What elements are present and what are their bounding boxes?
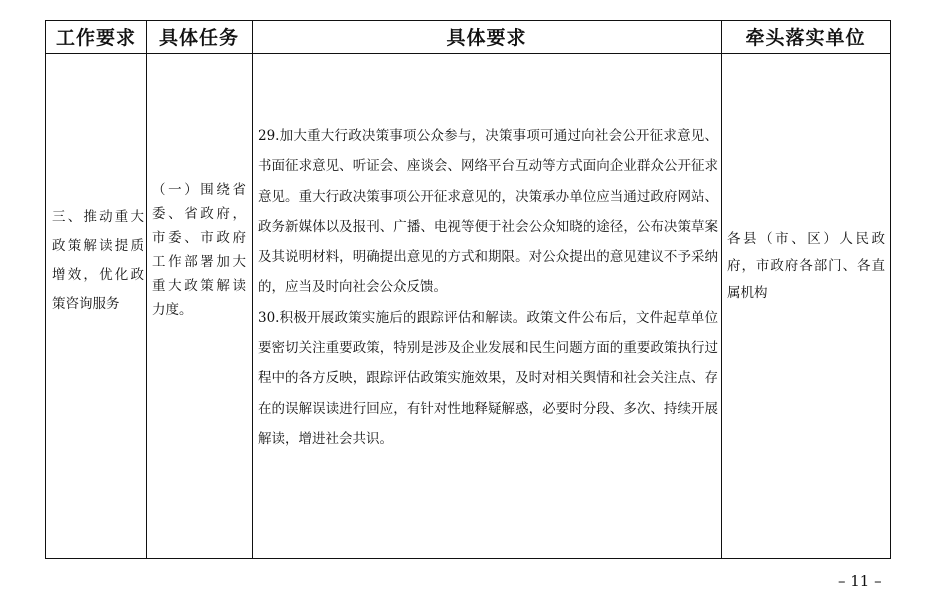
page-number: – 11 – (838, 572, 882, 590)
column-divider (146, 21, 147, 558)
requirement-item-30: 30.积极开展政策实施后的跟踪评估和解读。政策文件公布后，文件起草单位要密切关注重要政策，特别是涉及企业发展和民生问题方面的重要政策执行过程中的各方反映，跟踪评估政策实施效果，及时对相关舆情和社会关注点、存在的误解误读进行回应，有针对性地释疑解惑，必要时分段、多次、持续开展解读，增进社会共识。 (258, 309, 718, 447)
cell-specific-requirements (258, 121, 718, 454)
table-header-row (46, 21, 890, 54)
header-work-requirement: 工作要求 (55, 27, 136, 49)
column-divider (252, 21, 253, 558)
cell-specific-task: （一）围绕省委、省政府，市委、市政府工作部署加大重大政策解读力度。 (152, 182, 246, 318)
header-specific-requirements: 具体要求 (446, 27, 527, 49)
cell-work-requirement: 三、推动重大政策解读提质增效，优化政策咨询服务 (52, 209, 144, 312)
header-specific-task: 具体任务 (158, 27, 239, 49)
requirement-item-29: 29.加大重大行政决策事项公众参与，决策事项可通过向社会公开征求意见、书面征求意见、听证会、座谈会、网络平台互动等方式面向企业群众公开征求意见。重大行政决策事项公开征求意见的，决策承办单位应当通过政府网站、政务新媒体以及报刊、广播、电视等便于社会公众知晓的途径，公布决策草案及其说明材料，明确提出意见的方式和期限。对公众提出的意见建议不予采纳的，应当及时向社会公众反馈。 (258, 128, 718, 296)
task-table (45, 20, 891, 559)
header-lead-unit: 牵头落实单位 (745, 27, 866, 49)
column-divider (721, 21, 722, 558)
cell-lead-unit: 各县（市、区）人民政府，市政府各部门、各直属机构 (727, 231, 885, 301)
